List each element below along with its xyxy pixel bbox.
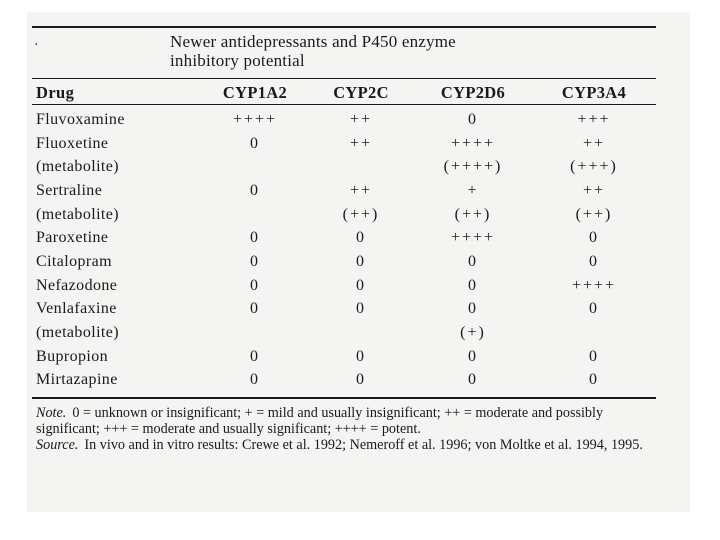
cyp2c-value: 0: [356, 229, 366, 247]
cyp2d6-value: (+): [460, 324, 486, 342]
table-row: [32, 250, 656, 274]
cyp2d6-value: 0: [468, 300, 478, 318]
cyp3a4-value: [532, 321, 656, 345]
cyp1a2-value: 0: [250, 276, 260, 294]
cyp2d6-value: ++++: [450, 134, 496, 152]
margin-dot: ·: [34, 38, 39, 53]
cyp-inhibition-table: [32, 82, 656, 392]
cyp2d6-value: +: [467, 181, 479, 199]
cyp3a4-value: +++: [577, 110, 611, 128]
table-caption-line-1: Newer antidepressants and P450 enzyme: [170, 32, 456, 51]
cyp1a2-value: 0: [250, 181, 260, 199]
table-row: [32, 298, 656, 322]
cyp1a2-value: [202, 321, 308, 345]
cyp2c-value: 0: [356, 276, 366, 294]
top-rule: [32, 26, 656, 28]
cyp1a2-value: [202, 155, 308, 179]
table-row: [32, 345, 656, 369]
source-paragraph: [36, 437, 650, 453]
table-header-row: [32, 82, 656, 104]
header-cyp3a4: CYP3A4: [561, 83, 627, 102]
cyp3a4-value: (++): [575, 205, 613, 223]
cyp2d6-value: 0: [468, 347, 478, 365]
cyp2d6-value: (++++): [443, 158, 503, 176]
cyp2c-value: (++): [342, 205, 380, 223]
note-text: 0 = unknown or insignificant; + = mild and usually insignificant; ++ = moderate and possibly significant; +++ = moderate and usually significant; ++++ = potent.: [36, 405, 604, 437]
table-row: [32, 203, 656, 227]
drug-name: (metabolite): [36, 205, 119, 223]
cyp3a4-value: 0: [589, 347, 599, 365]
cyp1a2-value: 0: [250, 300, 260, 318]
cyp2d6-value: ++++: [450, 229, 496, 247]
table-row: [32, 226, 656, 250]
drug-name: Paroxetine: [36, 229, 109, 247]
table-row: [32, 321, 656, 345]
header-drug: Drug: [36, 83, 75, 102]
source-label: Source.: [36, 437, 79, 453]
table-row: [32, 274, 656, 298]
header-rule: [32, 104, 656, 105]
cyp2c-value: 0: [356, 371, 366, 389]
cyp2c-value: 0: [356, 252, 366, 270]
cyp2c-value: 0: [356, 300, 366, 318]
drug-name: Fluvoxamine: [36, 110, 125, 128]
header-cyp1a2: CYP1A2: [222, 83, 288, 102]
cyp1a2-value: [202, 203, 308, 227]
table-row: [32, 108, 656, 132]
table-row: [32, 179, 656, 203]
table-caption: [170, 32, 630, 70]
header-cyp2c: CYP2C: [333, 83, 389, 102]
drug-name: Mirtazapine: [36, 371, 118, 389]
cyp2d6-value: 0: [468, 276, 478, 294]
cyp3a4-value: ++: [582, 181, 606, 199]
cyp3a4-value: ++++: [571, 276, 617, 294]
cyp2c-value: 0: [356, 347, 366, 365]
cyp3a4-value: 0: [589, 229, 599, 247]
cyp1a2-value: 0: [250, 252, 260, 270]
cyp3a4-value: (+++): [570, 158, 618, 176]
cyp3a4-value: 0: [589, 371, 599, 389]
cyp2c-value: ++: [349, 181, 373, 199]
drug-name: (metabolite): [36, 158, 119, 176]
cyp3a4-value: ++: [582, 134, 606, 152]
table-row: [32, 132, 656, 156]
table-row: [32, 369, 656, 393]
table-bottom-rule: [32, 397, 656, 399]
cyp2d6-value: 0: [468, 252, 478, 270]
cyp1a2-value: ++++: [232, 110, 278, 128]
cyp2c-value: [308, 155, 414, 179]
cyp1a2-value: 0: [250, 229, 260, 247]
source-text: In vivo and in vitro results: Crewe et al. 1992; Nemeroff et al. 1996; von Moltke et al. 1994, 1995.: [84, 437, 643, 453]
cyp2c-value: [308, 321, 414, 345]
drug-name: Sertraline: [36, 181, 103, 199]
cyp3a4-value: 0: [589, 252, 599, 270]
drug-name: Nefazodone: [36, 276, 118, 294]
table-footnotes: [36, 405, 650, 453]
cyp2d6-value: 0: [468, 110, 478, 128]
note-paragraph: [36, 405, 650, 437]
table-caption-line-2: inhibitory potential: [170, 51, 305, 70]
drug-name: Bupropion: [36, 347, 109, 365]
cyp1a2-value: 0: [250, 134, 260, 152]
drug-name: Citalopram: [36, 252, 112, 270]
cyp1a2-value: 0: [250, 371, 260, 389]
cyp3a4-value: 0: [589, 300, 599, 318]
cyp1a2-value: 0: [250, 347, 260, 365]
drug-name: Fluoxetine: [36, 134, 109, 152]
drug-name: (metabolite): [36, 324, 119, 342]
cyp2c-value: ++: [349, 110, 373, 128]
cyp2d6-value: (++): [454, 205, 492, 223]
table-row: [32, 155, 656, 179]
drug-name: Venlafaxine: [36, 300, 117, 318]
caption-rule: [32, 78, 656, 79]
header-cyp2d6: CYP2D6: [440, 83, 506, 102]
note-label: Note.: [36, 405, 67, 421]
cyp2c-value: ++: [349, 134, 373, 152]
cyp2d6-value: 0: [468, 371, 478, 389]
